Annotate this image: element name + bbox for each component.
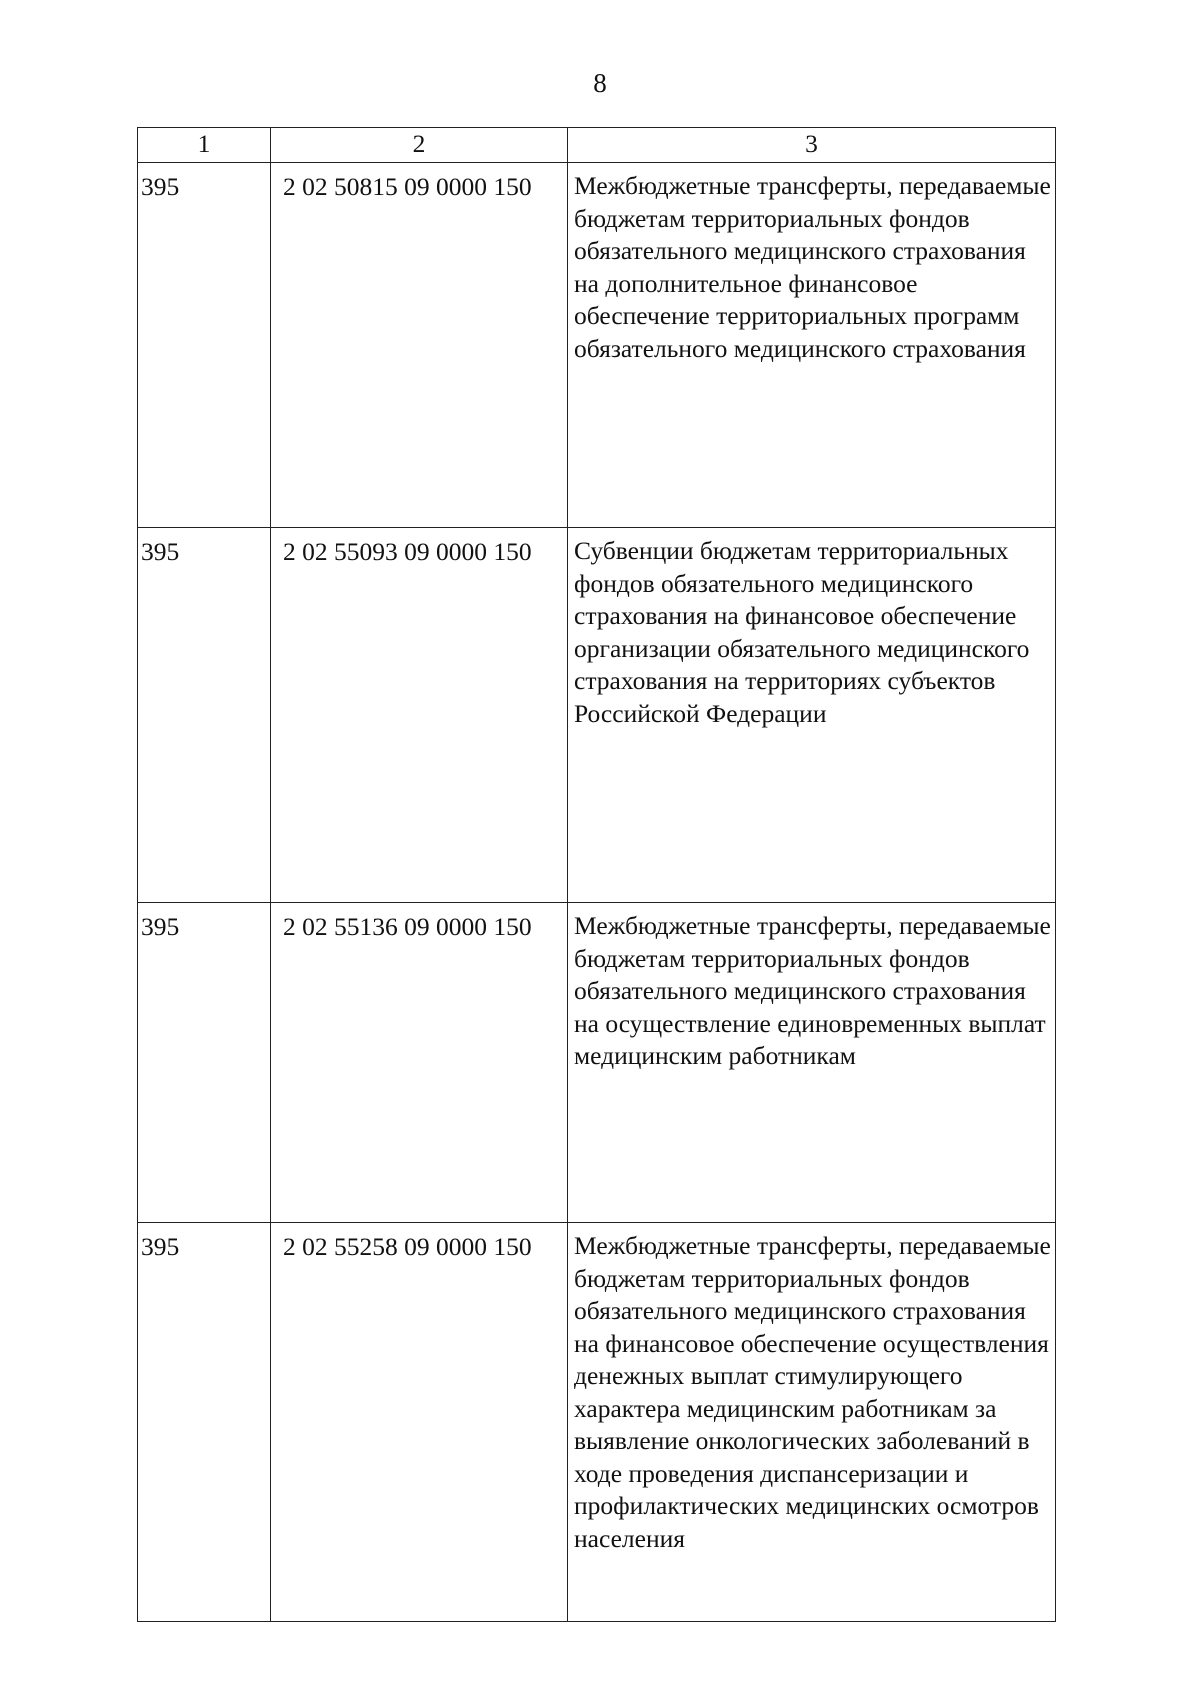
income-name-cell: Межбюджетные трансферты, передаваемые бюджетам территориальных фондов обязательного медицинского страхования на осуществление единовременных выплат медицинским работникам — [568, 903, 1056, 1223]
page-number: 8 — [593, 68, 607, 98]
table-header-row — [138, 128, 1056, 163]
income-name-cell: Межбюджетные трансферты, передаваемые бюджетам территориальных фондов обязательного медицинского страхования на дополнительное финансовое обеспечение территориальных программ обязательного медицинского страхования — [568, 163, 1056, 528]
income-code-cell: 2 02 55093 09 0000 150 — [271, 528, 568, 903]
column-header-3: 3 — [568, 128, 1056, 163]
income-code-cell: 2 02 55258 09 0000 150 — [271, 1223, 568, 1622]
income-name-cell: Межбюджетные трансферты, передаваемые бюджетам территориальных фондов обязательного медицинского страхования на финансовое обеспечение осуществления денежных выплат стимулирующего характера медицинским работникам за выявление онкологических заболеваний в ходе проведения диспансеризации и профилактических медицинских осмотров населения — [568, 1223, 1056, 1622]
admin-code-cell: 395 — [138, 528, 271, 903]
admin-code-cell: 395 — [138, 163, 271, 528]
table-row — [138, 528, 1056, 903]
table-row — [138, 1223, 1056, 1622]
admin-code-cell: 395 — [138, 1223, 271, 1622]
table-row — [138, 163, 1056, 528]
income-code-cell: 2 02 55136 09 0000 150 — [271, 903, 568, 1223]
income-code-cell: 2 02 50815 09 0000 150 — [271, 163, 568, 528]
column-header-1: 1 — [138, 128, 271, 163]
income-codes-table — [137, 127, 1056, 1622]
column-header-2: 2 — [271, 128, 568, 163]
admin-code-cell: 395 — [138, 903, 271, 1223]
income-name-cell: Субвенции бюджетам территориальных фондов обязательного медицинского страхования на финансовое обеспечение организации обязательного медицинского страхования на территориях субъектов Российской Федерации — [568, 528, 1056, 903]
table-row — [138, 903, 1056, 1223]
